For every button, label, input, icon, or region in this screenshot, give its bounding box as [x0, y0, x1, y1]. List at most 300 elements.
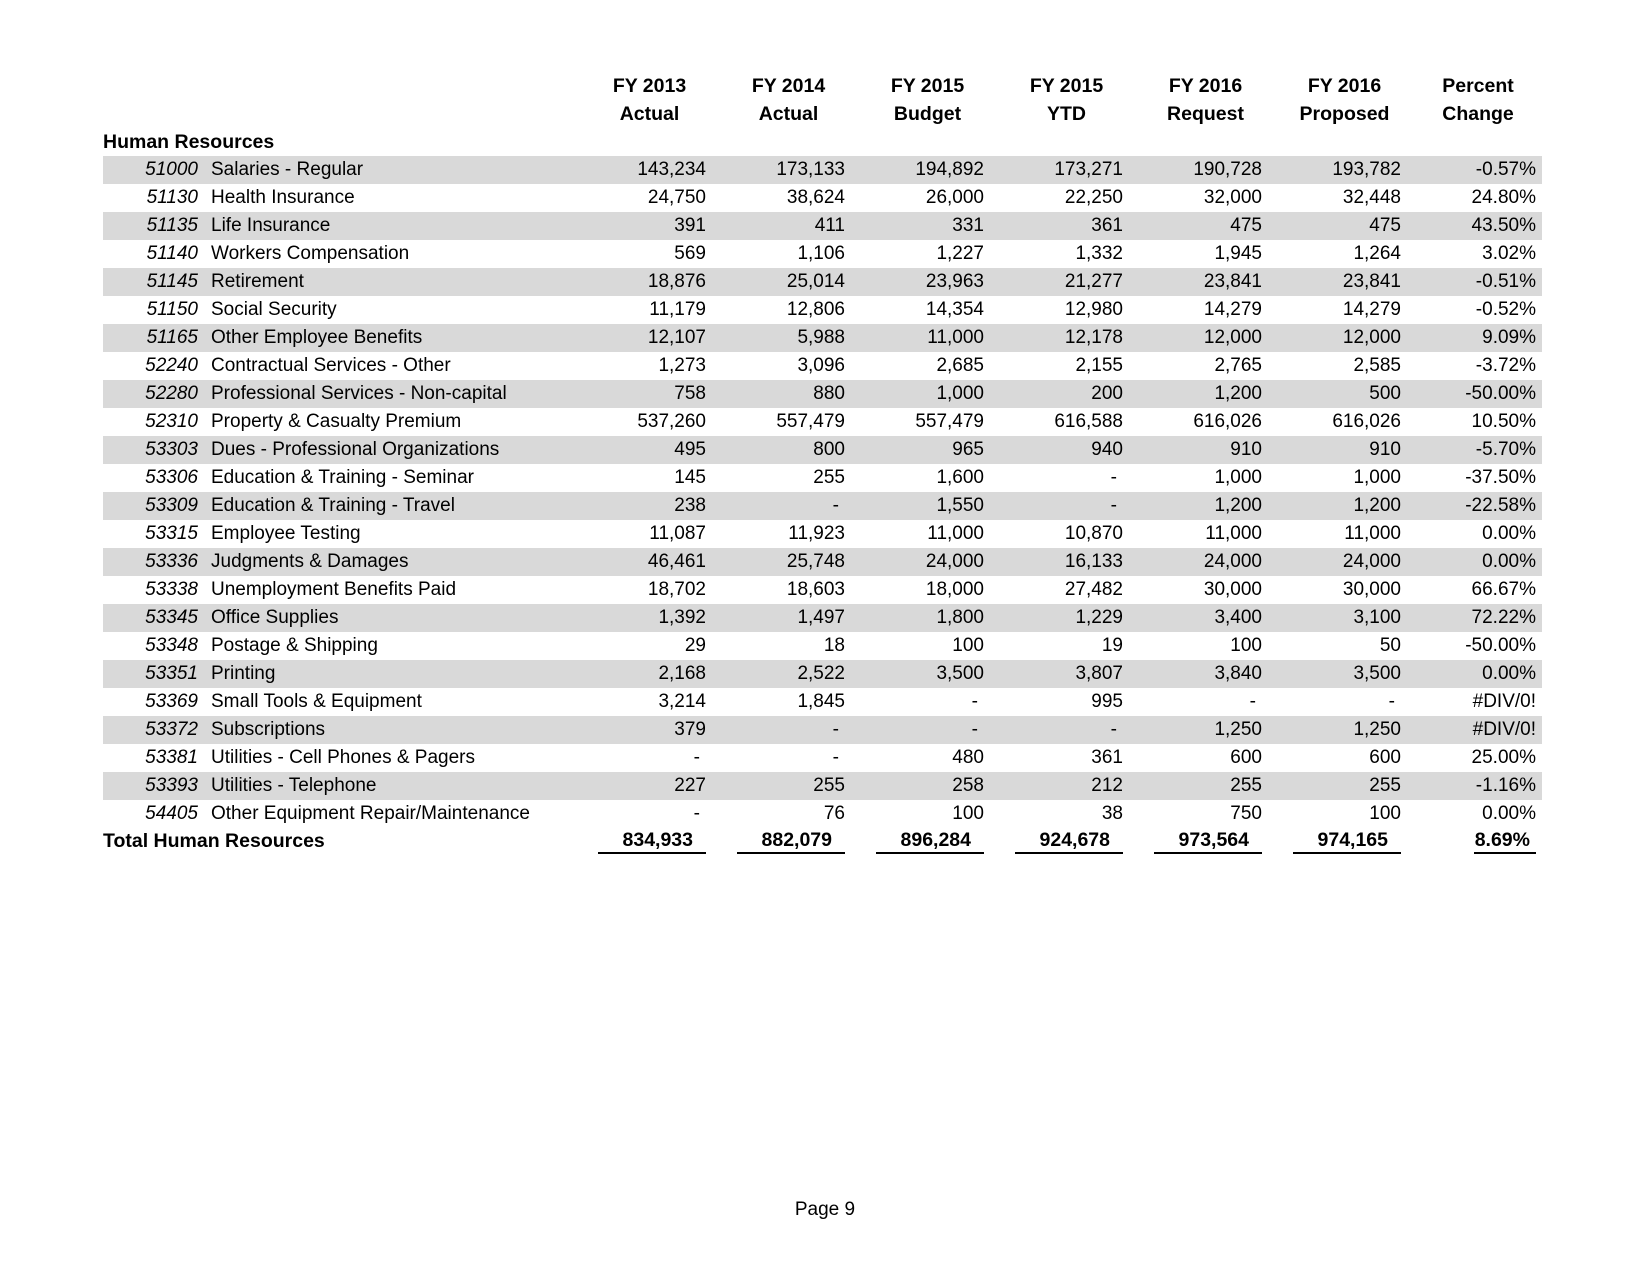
account-name: Printing — [211, 663, 276, 684]
table-row-53345 — [103, 604, 1542, 632]
column-header-line1: FY 2013 — [612, 75, 687, 97]
amount-cell: 361 — [997, 212, 1136, 240]
amount-cell: 2,168 — [580, 660, 719, 688]
amount-cell: 18,603 — [786, 579, 845, 600]
account-label-cell — [103, 436, 580, 464]
amount-cell: 1,273 — [658, 355, 706, 376]
table-row-53393 — [103, 772, 1542, 800]
amount-cell: 18,876 — [580, 268, 719, 296]
amount-cell: - — [832, 747, 839, 768]
budget-table-container — [103, 72, 1542, 858]
amount-cell: 145 — [674, 467, 706, 488]
table-row-53381 — [103, 744, 1542, 772]
amount-cell: 258 — [858, 772, 997, 800]
amount-cell: 379 — [580, 716, 719, 744]
amount-cell: 173,271 — [997, 156, 1136, 184]
account-label-cell — [103, 688, 580, 716]
account-label-cell — [103, 716, 580, 744]
amount-cell: 100 — [952, 803, 984, 824]
column-header-line2: Actual — [619, 103, 680, 125]
amount-cell: 255 — [719, 772, 858, 800]
total-underlined-value: 973,564 — [1154, 828, 1262, 854]
amount-cell: 500 — [1275, 380, 1414, 408]
percent-change-cell: -37.50% — [1465, 467, 1536, 488]
amount-cell: 3,400 — [1136, 604, 1275, 632]
amount-cell: 25,748 — [719, 548, 858, 576]
column-header-line2: Proposed — [1299, 103, 1390, 125]
amount-cell: 1,550 — [858, 492, 997, 520]
amount-cell: 255 — [1275, 772, 1414, 800]
total-underlined-value: 974,165 — [1293, 828, 1401, 854]
percent-change-cell: 0.00% — [1414, 660, 1542, 688]
table-row-51145 — [103, 268, 1542, 296]
percent-change-cell: #DIV/0! — [1414, 716, 1542, 744]
amount-cell: 255 — [813, 467, 845, 488]
amount-cell: 23,841 — [1136, 268, 1275, 296]
amount-cell: 475 — [1136, 212, 1275, 240]
column-header-percent-change — [1414, 72, 1542, 128]
total-amount-cell — [719, 828, 858, 858]
account-name: Judgments & Damages — [211, 551, 409, 572]
amount-cell: 21,277 — [997, 268, 1136, 296]
amount-cell: 600 — [1369, 747, 1401, 768]
amount-cell: - — [719, 492, 858, 520]
amount-cell: 100 — [952, 635, 984, 656]
total-amount-cell — [1275, 828, 1414, 858]
percent-change-cell: 10.50% — [1471, 411, 1536, 432]
percent-change-cell: -22.58% — [1414, 492, 1542, 520]
amount-cell: 143,234 — [580, 156, 719, 184]
amount-cell: 190,728 — [1136, 156, 1275, 184]
column-header-line2: Request — [1167, 103, 1244, 125]
total-amount-cell — [1136, 828, 1275, 858]
amount-cell: 173,133 — [719, 156, 858, 184]
total-amount-cell — [997, 828, 1136, 858]
account-name: Postage & Shipping — [211, 635, 378, 656]
amount-cell: 1,200 — [1136, 380, 1275, 408]
amount-cell: 2,155 — [1075, 355, 1123, 376]
account-label-cell — [103, 212, 580, 240]
percent-change-cell: -0.57% — [1414, 156, 1542, 184]
column-header-fy-2016-request — [1136, 72, 1275, 128]
amount-cell: 11,179 — [649, 299, 706, 320]
header-row — [103, 72, 1542, 128]
percent-change-cell: 0.00% — [1482, 523, 1536, 544]
amount-cell: 557,479 — [776, 411, 845, 432]
amount-cell: 1,106 — [797, 243, 845, 264]
account-label-cell — [103, 156, 580, 184]
amount-cell: 800 — [719, 436, 858, 464]
column-header-fy-2016-proposed — [1275, 72, 1414, 128]
total-underlined-value: 8.69% — [1474, 828, 1536, 854]
account-name: Small Tools & Equipment — [211, 691, 422, 712]
account-label-cell — [103, 744, 580, 772]
amount-cell: 3,500 — [1275, 660, 1414, 688]
amount-cell: 10,870 — [1064, 523, 1123, 544]
table-header — [103, 72, 1542, 128]
amount-cell: - — [997, 492, 1136, 520]
account-label-cell — [103, 268, 580, 296]
account-code: 52310 — [145, 411, 198, 432]
amount-cell: 11,000 — [858, 324, 997, 352]
amount-cell: 11,923 — [788, 523, 845, 544]
amount-cell: 1,332 — [1075, 243, 1123, 264]
account-name: Retirement — [211, 271, 304, 292]
account-name: Salaries - Regular — [211, 159, 364, 180]
amount-cell: 18,000 — [925, 579, 984, 600]
amount-cell: 200 — [997, 380, 1136, 408]
amount-cell: 24,000 — [1275, 548, 1414, 576]
amount-cell: 3,214 — [658, 691, 706, 712]
amount-cell: 50 — [1379, 635, 1401, 656]
total-underlined-value: 896,284 — [876, 828, 984, 854]
account-code: 54405 — [145, 803, 198, 824]
amount-cell: 569 — [674, 243, 706, 264]
percent-change-cell: -0.52% — [1475, 299, 1536, 320]
table-row-52310 — [103, 408, 1542, 436]
amount-cell: 3,100 — [1275, 604, 1414, 632]
header-spacer — [103, 72, 580, 128]
amount-cell: 194,892 — [858, 156, 997, 184]
amount-cell: 32,000 — [1203, 187, 1262, 208]
table-row-52240 — [103, 352, 1542, 380]
account-label-cell — [103, 464, 580, 492]
column-header-line2: Actual — [758, 103, 819, 125]
table-row-51000 — [103, 156, 1542, 184]
amount-cell: 557,479 — [915, 411, 984, 432]
amount-cell: 361 — [1091, 747, 1123, 768]
amount-cell: 255 — [1136, 772, 1275, 800]
account-name: Education & Training - Travel — [211, 495, 455, 516]
amount-cell: 12,980 — [1064, 299, 1123, 320]
account-code: 51000 — [145, 159, 198, 180]
amount-cell: 1,845 — [797, 691, 845, 712]
amount-cell: 995 — [1091, 691, 1123, 712]
amount-cell: - — [997, 716, 1136, 744]
table-row-53303 — [103, 436, 1542, 464]
account-name: Workers Compensation — [211, 243, 410, 264]
column-header-line1: FY 2016 — [1168, 75, 1243, 97]
amount-cell: - — [971, 691, 978, 712]
amount-cell: 25,014 — [719, 268, 858, 296]
amount-cell: 1,945 — [1214, 243, 1262, 264]
account-label-cell — [103, 800, 580, 828]
amount-cell: 331 — [858, 212, 997, 240]
table-row-53372 — [103, 716, 1542, 744]
table-row-51165 — [103, 324, 1542, 352]
percent-change-cell: 25.00% — [1471, 747, 1536, 768]
amount-cell: 616,026 — [1193, 411, 1262, 432]
amount-cell: 18 — [823, 635, 845, 656]
percent-change-cell: -5.70% — [1414, 436, 1542, 464]
amount-cell: 100 — [1369, 803, 1401, 824]
amount-cell: 1,497 — [719, 604, 858, 632]
amount-cell: 1,250 — [1136, 716, 1275, 744]
account-code: 53381 — [145, 747, 198, 768]
account-label-cell — [103, 632, 580, 660]
table-row-53306 — [103, 464, 1542, 492]
percent-change-cell: 66.67% — [1471, 579, 1536, 600]
amount-cell: 1,200 — [1275, 492, 1414, 520]
account-label-cell — [103, 660, 580, 688]
account-name: Office Supplies — [211, 607, 339, 628]
amount-cell: 22,250 — [1064, 187, 1123, 208]
amount-cell: 910 — [1136, 436, 1275, 464]
total-amount-cell — [580, 828, 719, 858]
account-code: 53306 — [145, 467, 198, 488]
account-name: Property & Casualty Premium — [211, 411, 462, 432]
amount-cell: 2,585 — [1353, 355, 1401, 376]
amount-cell: 24,000 — [1136, 548, 1275, 576]
table-row-51130 — [103, 184, 1542, 212]
amount-cell: 14,354 — [925, 299, 984, 320]
account-name: Professional Services - Non-capital — [211, 383, 507, 404]
amount-cell: 12,000 — [1136, 324, 1275, 352]
amount-cell: 1,000 — [1353, 467, 1401, 488]
table-row-53338 — [103, 576, 1542, 604]
account-code: 53309 — [145, 495, 198, 516]
amount-cell: 46,461 — [580, 548, 719, 576]
account-name: Unemployment Benefits Paid — [211, 579, 457, 600]
percent-change-cell: -50.00% — [1465, 635, 1536, 656]
amount-cell: 23,963 — [858, 268, 997, 296]
account-label-cell — [103, 380, 580, 408]
amount-cell: 3,500 — [858, 660, 997, 688]
amount-cell: 76 — [823, 803, 845, 824]
amount-cell: 24,000 — [858, 548, 997, 576]
amount-cell: 14,279 — [1203, 299, 1262, 320]
amount-cell: - — [1110, 467, 1117, 488]
amount-cell: 537,260 — [637, 411, 706, 432]
total-underlined-value: 834,933 — [598, 828, 706, 854]
account-code: 52240 — [145, 355, 198, 376]
column-header-line1: FY 2014 — [751, 75, 826, 97]
account-label-cell — [103, 240, 580, 268]
amount-cell: 11,000 — [1344, 523, 1401, 544]
total-label: Total Human Resources — [103, 830, 325, 852]
amount-cell: 1,600 — [936, 467, 984, 488]
column-header-line2: YTD — [1047, 103, 1086, 125]
amount-cell: 758 — [580, 380, 719, 408]
table-row-53369 — [103, 688, 1542, 716]
amount-cell: 495 — [580, 436, 719, 464]
account-code: 53393 — [145, 775, 198, 796]
amount-cell: - — [1388, 691, 1395, 712]
column-header-line2: Budget — [893, 103, 962, 125]
column-header-fy-2013-actual — [580, 72, 719, 128]
budget-table — [103, 72, 1542, 858]
account-name: Employee Testing — [211, 523, 361, 544]
account-label-cell — [103, 408, 580, 436]
account-name: Dues - Professional Organizations — [211, 439, 500, 460]
amount-cell: 480 — [952, 747, 984, 768]
page-number: Page 9 — [794, 1199, 856, 1220]
account-name: Life Insurance — [211, 215, 331, 236]
total-row — [103, 828, 1542, 858]
amount-cell: - — [858, 716, 997, 744]
percent-change-cell: #DIV/0! — [1472, 691, 1536, 712]
account-name: Contractual Services - Other — [211, 355, 451, 376]
amount-cell: 1,229 — [997, 604, 1136, 632]
account-name: Health Insurance — [211, 187, 355, 208]
account-label-cell — [103, 492, 580, 520]
account-code: 51145 — [146, 271, 198, 292]
account-label-cell — [103, 772, 580, 800]
account-name: Other Employee Benefits — [211, 327, 423, 348]
amount-cell: 238 — [580, 492, 719, 520]
section-row — [103, 128, 1542, 156]
account-name: Education & Training - Seminar — [211, 467, 474, 488]
account-code: 53369 — [145, 691, 198, 712]
amount-cell: 38,624 — [786, 187, 845, 208]
amount-cell: 3,840 — [1136, 660, 1275, 688]
amount-cell: 23,841 — [1275, 268, 1414, 296]
total-amount-cell — [858, 828, 997, 858]
percent-change-cell: -50.00% — [1414, 380, 1542, 408]
column-header-fy-2015-budget — [858, 72, 997, 128]
table-row-51150 — [103, 296, 1542, 324]
amount-cell: 1,264 — [1353, 243, 1401, 264]
account-label-cell — [103, 184, 580, 212]
amount-cell: 475 — [1275, 212, 1414, 240]
account-code: 52280 — [145, 383, 198, 404]
amount-cell: 19 — [1101, 635, 1123, 656]
amount-cell: 30,000 — [1203, 579, 1262, 600]
table-body — [103, 128, 1542, 858]
percent-change-cell: -1.16% — [1414, 772, 1542, 800]
amount-cell: 880 — [719, 380, 858, 408]
amount-cell: - — [1249, 691, 1256, 712]
account-label-cell — [103, 548, 580, 576]
amount-cell: 2,522 — [719, 660, 858, 688]
column-header-line1: FY 2015 — [1029, 75, 1104, 97]
account-label-cell — [103, 296, 580, 324]
amount-cell: 24,750 — [647, 187, 706, 208]
amount-cell: 29 — [684, 635, 706, 656]
column-header-fy-2015-ytd — [997, 72, 1136, 128]
amount-cell: 193,782 — [1275, 156, 1414, 184]
account-label-cell — [103, 520, 580, 548]
percent-change-cell: 43.50% — [1414, 212, 1542, 240]
table-row-51140 — [103, 240, 1542, 268]
column-header-line1: Percent — [1442, 75, 1514, 97]
section-title: Human Resources — [103, 131, 275, 153]
amount-cell: 18,702 — [647, 579, 706, 600]
amount-cell: 3,807 — [997, 660, 1136, 688]
amount-cell: 600 — [1230, 747, 1262, 768]
amount-cell: 940 — [997, 436, 1136, 464]
column-header-fy-2014-actual — [719, 72, 858, 128]
amount-cell: 2,685 — [936, 355, 984, 376]
amount-cell: 616,026 — [1332, 411, 1401, 432]
total-percent-cell — [1414, 828, 1542, 858]
account-code: 53351 — [145, 663, 198, 684]
percent-change-cell: 3.02% — [1482, 243, 1536, 264]
amount-cell: 11,087 — [649, 523, 706, 544]
percent-change-cell: 0.00% — [1482, 803, 1536, 824]
amount-cell: 5,988 — [719, 324, 858, 352]
account-code: 53345 — [145, 607, 198, 628]
amount-cell: 11,000 — [1205, 523, 1262, 544]
percent-change-cell: 72.22% — [1414, 604, 1542, 632]
amount-cell: 1,200 — [1136, 492, 1275, 520]
amount-cell: 3,096 — [797, 355, 845, 376]
account-name: Utilities - Telephone — [211, 775, 377, 796]
table-row-51135 — [103, 212, 1542, 240]
amount-cell: 11,000 — [927, 523, 984, 544]
account-label-cell — [103, 604, 580, 632]
amount-cell: 32,448 — [1342, 187, 1401, 208]
table-row-52280 — [103, 380, 1542, 408]
amount-cell: 1,250 — [1275, 716, 1414, 744]
amount-cell: 1,392 — [580, 604, 719, 632]
account-label-cell — [103, 352, 580, 380]
percent-change-cell: 24.80% — [1471, 187, 1536, 208]
account-label-cell — [103, 324, 580, 352]
percent-change-cell: -0.51% — [1414, 268, 1542, 296]
account-name: Utilities - Cell Phones & Pagers — [211, 747, 475, 768]
account-code: 53338 — [145, 579, 198, 600]
table-row-53309 — [103, 492, 1542, 520]
amount-cell: 12,806 — [786, 299, 845, 320]
amount-cell: 27,482 — [1064, 579, 1123, 600]
table-row-53315 — [103, 520, 1542, 548]
account-name: Other Equipment Repair/Maintenance — [211, 803, 530, 824]
amount-cell: 2,765 — [1214, 355, 1262, 376]
amount-cell: 750 — [1230, 803, 1262, 824]
amount-cell: 910 — [1275, 436, 1414, 464]
account-code: 53372 — [145, 719, 198, 740]
column-header-line1: FY 2016 — [1307, 75, 1382, 97]
account-code: 53336 — [145, 551, 198, 572]
amount-cell: 26,000 — [925, 187, 984, 208]
account-code: 51150 — [146, 299, 198, 320]
amount-cell: - — [693, 803, 700, 824]
amount-cell: 12,000 — [1275, 324, 1414, 352]
amount-cell: 12,178 — [997, 324, 1136, 352]
table-row-53336 — [103, 548, 1542, 576]
table-row-53348 — [103, 632, 1542, 660]
percent-change-cell: 0.00% — [1414, 548, 1542, 576]
account-code: 51140 — [146, 243, 198, 264]
percent-change-cell: -3.72% — [1475, 355, 1536, 376]
account-code: 53348 — [145, 635, 198, 656]
account-code: 51165 — [146, 327, 198, 348]
amount-cell: 100 — [1230, 635, 1262, 656]
amount-cell: 30,000 — [1342, 579, 1401, 600]
account-code: 53315 — [145, 523, 198, 544]
account-name: Social Security — [211, 299, 337, 320]
amount-cell: 14,279 — [1342, 299, 1401, 320]
amount-cell: 616,588 — [1054, 411, 1123, 432]
account-code: 53303 — [145, 439, 198, 460]
total-underlined-value: 924,678 — [1015, 828, 1123, 854]
amount-cell: 1,227 — [936, 243, 984, 264]
total-underlined-value: 882,079 — [737, 828, 845, 854]
amount-cell: 12,107 — [580, 324, 719, 352]
amount-cell: 212 — [997, 772, 1136, 800]
amount-cell: 38 — [1101, 803, 1123, 824]
amount-cell: 965 — [858, 436, 997, 464]
table-row-54405 — [103, 800, 1542, 828]
amount-cell: 1,000 — [858, 380, 997, 408]
amount-cell: - — [693, 747, 700, 768]
column-header-line1: FY 2015 — [890, 75, 965, 97]
column-header-line2: Change — [1442, 103, 1514, 125]
account-code: 51135 — [146, 215, 198, 236]
amount-cell: 1,800 — [858, 604, 997, 632]
amount-cell: 391 — [580, 212, 719, 240]
